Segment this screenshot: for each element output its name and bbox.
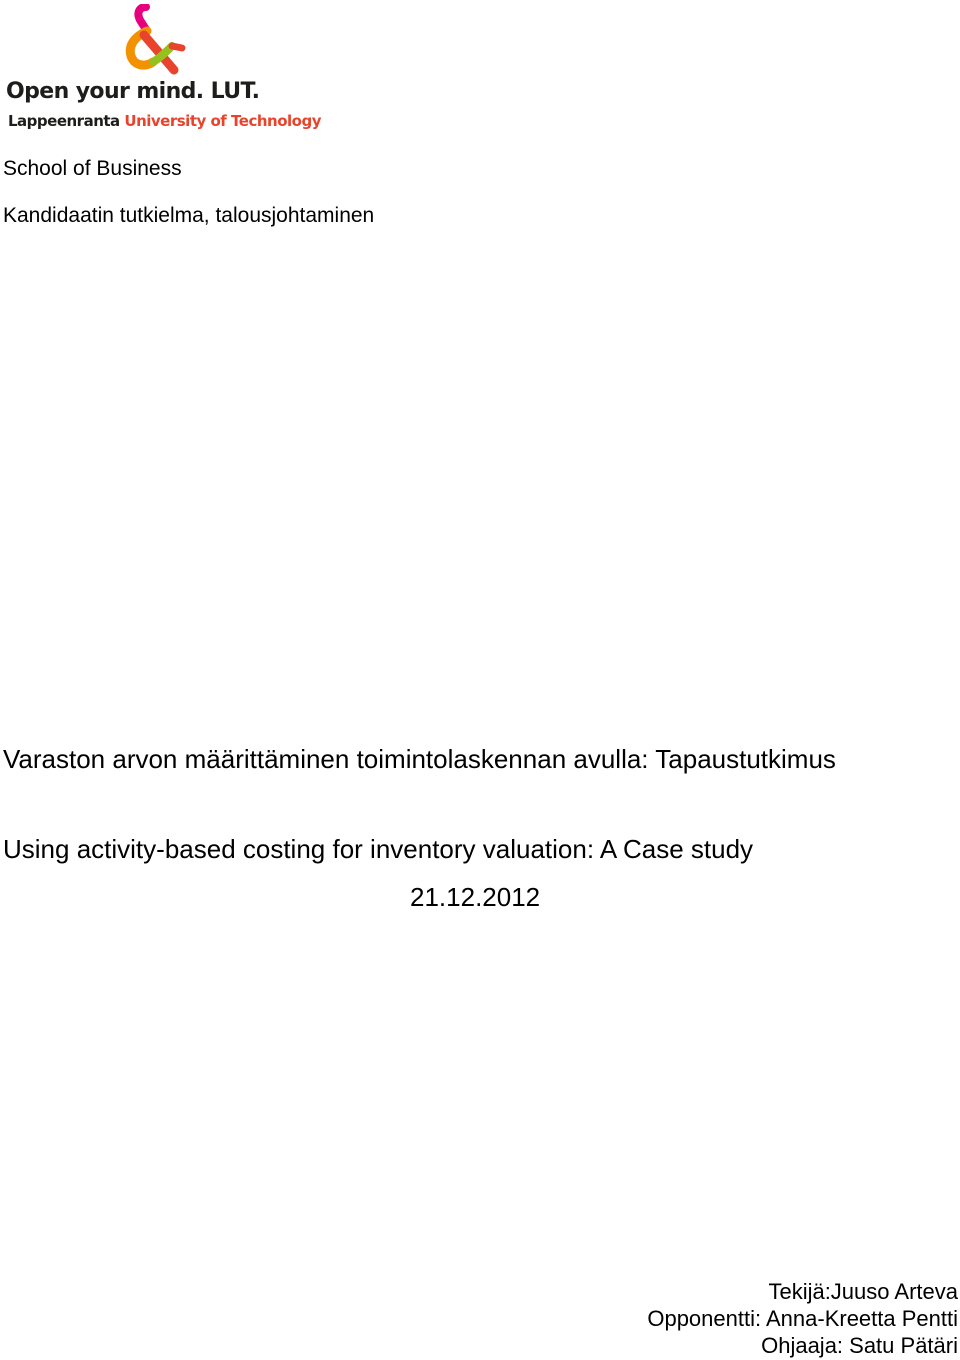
ampersand-logo-icon bbox=[116, 4, 188, 78]
logo-university bbox=[8, 112, 321, 130]
logo-university-name: University of Technology bbox=[124, 112, 321, 130]
credits-block bbox=[647, 1278, 958, 1359]
program-name: Kandidaatin tutkielma, talousjohtaminen bbox=[3, 204, 375, 227]
supervisor-line: Ohjaaja: Satu Pätäri bbox=[761, 1333, 958, 1358]
opponent-line: Opponentti: Anna-Kreetta Pentti bbox=[647, 1306, 958, 1331]
title-finnish: Varaston arvon määrittäminen toimintolaskennan avulla: Tapaustutkimus bbox=[3, 744, 836, 774]
author-line: Tekijä:Juuso Arteva bbox=[768, 1279, 958, 1304]
thesis-date: 21.12.2012 bbox=[410, 882, 541, 912]
logo-slogan: Open your mind. LUT. bbox=[6, 79, 260, 104]
logo-university-city: Lappeenranta bbox=[8, 112, 120, 130]
lut-logo bbox=[4, 4, 324, 132]
title-english: Using activity-based costing for inventory valuation: A Case study bbox=[3, 834, 754, 864]
school-name: School of Business bbox=[3, 157, 182, 180]
